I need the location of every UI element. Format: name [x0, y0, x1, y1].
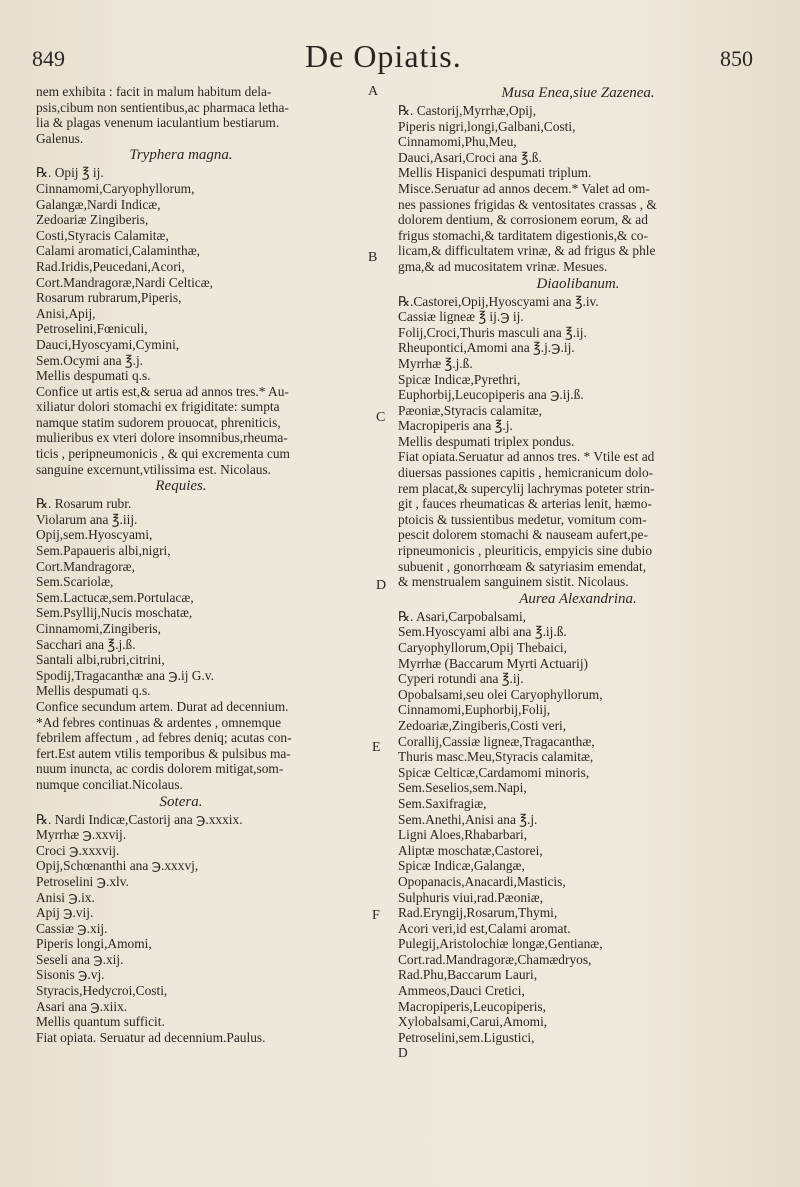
- section-heading: Tryphera magna.: [129, 147, 233, 164]
- text-line: fert.Est autem vtilis temporibus & pulsibus ma-: [36, 745, 291, 761]
- margin-letter-b: B: [368, 250, 378, 265]
- text-line: Folij,Croci,Thuris masculi ana ℥.ij.: [398, 324, 587, 340]
- text-line: nem exhibita : facit in malum habitum dela-: [36, 84, 272, 99]
- text-line: namque statim sudorem prouocat, phreniticis,: [36, 414, 281, 430]
- margin-letter-c: C: [376, 410, 386, 425]
- text-line: rem placat,& supercylij lachrymas poteter strin-: [398, 480, 655, 496]
- text-line: Costi,Styracis Calamitæ,: [36, 227, 169, 243]
- text-line: Petroselini,Fœniculi,: [36, 321, 148, 337]
- text-line: ℞. Nardi Indicæ,Castorij ana ℈.xxxix.: [36, 811, 243, 827]
- text-line: Pulegij,Aristolochiæ longæ,Gentianæ,: [398, 936, 603, 952]
- text-line: Sem.Anethi,Anisi ana ℥.j.: [398, 811, 538, 827]
- text-line: Seseli ana ℈.xij.: [36, 951, 124, 967]
- text-line: Pæoniæ,Styracis calamitæ,: [398, 402, 542, 418]
- text-line: Macropiperis ana ℥.j.: [398, 418, 513, 434]
- text-line: Sem.Ocymi ana ℥.j.: [36, 352, 144, 368]
- text-line: Cassiæ ℈.xij.: [36, 920, 108, 936]
- text-line: D: [398, 1045, 408, 1061]
- text-line: Asari ana ℈.xiix.: [36, 998, 128, 1014]
- text-line: Ligni Aloes,Rhabarbari,: [398, 827, 528, 843]
- text-line: ripneumonicis , pleuriticis, empyicis sine dubio: [398, 543, 653, 559]
- text-line: pescit dolorem stomachi & nauseam aufert,pe-: [398, 527, 648, 543]
- text-line: & menstrualem sanguinem sistit. Nicolaus.: [398, 574, 629, 590]
- text-line: Mellis Hispanici despumati triplum.: [398, 165, 592, 181]
- text-line: febrilem affectum , ad febres deniq; acutas con-: [36, 730, 292, 746]
- text-line: Rheupontici,Amomi ana ℥.j.℈.ij.: [398, 340, 575, 356]
- text-line: mulieribus ex vteri dolore insomnibus,rheuma-: [36, 430, 288, 446]
- text-line: Cassiæ ligneæ ℥ ij.℈ ij.: [398, 309, 524, 325]
- text-line: Sacchari ana ℥.j.ß.: [36, 636, 136, 652]
- page-title: De Opiatis.: [305, 38, 462, 74]
- text-line: Confice secundum artem. Durat ad decennium.: [36, 698, 289, 714]
- text-line: Fiat opiata. Seruatur ad decennium.Paulus.: [36, 1029, 266, 1045]
- text-line: Acori veri,id est,Calami aromat.: [398, 920, 571, 936]
- text-line: Cinnamomi,Caryophyllorum,: [36, 180, 195, 196]
- text-line: Caryophyllorum,Opij Thebaici,: [398, 640, 567, 655]
- text-line: Zedoariæ,Zingiberis,Costi veri,: [398, 717, 567, 733]
- text-line: Opij,sem.Hyoscyami,: [36, 527, 153, 543]
- text-line: Thuris masc.Meu,Styracis calamitæ,: [398, 749, 594, 765]
- text-line: Myrrhæ (Baccarum Myrti Actuarij): [398, 655, 589, 671]
- text-line: Fiat opiata.Seruatur ad annos tres. * Vtile est ad: [398, 449, 655, 465]
- text-line: Dauci,Hyoscyami,Cymini,: [36, 336, 180, 352]
- text-line: ℞. Asari,Carpobalsami,: [398, 608, 527, 624]
- text-line: Cort.Mandragoræ,: [36, 558, 135, 574]
- text-line: git , fauces rheumaticas & arterias lenit, hæmo-: [398, 496, 652, 512]
- text-line: diuersas passiones capitis , hemicranicum dolo-: [398, 465, 654, 481]
- text-line: Santali albi,rubri,citrini,: [36, 652, 165, 668]
- text-line: Sem.Psyllij,Nucis moschatæ,: [36, 605, 193, 621]
- text-line: Myrrhæ ℈.xxvij.: [36, 827, 127, 843]
- text-line: licam,& difficultatem vrinæ, & ad frigus & phle: [398, 243, 656, 259]
- text-line: Petroselini ℈.xlv.: [36, 873, 129, 889]
- text-line: numque conciliat.Nicolaus.: [36, 776, 183, 792]
- text-line: Opobalsami,seu olei Caryophyllorum,: [398, 686, 603, 702]
- text-line: Anisi,Apij,: [36, 305, 96, 321]
- text-line: Cort.rad.Mandragoræ,Chamædryos,: [398, 951, 592, 967]
- section-heading: Sotera.: [159, 793, 203, 810]
- text-line: subuenit , gonorrhœam & satyriasim emendat,: [398, 558, 647, 574]
- text-line: Corallij,Cassiæ ligneæ,Tragacanthæ,: [398, 733, 595, 749]
- text-line: Sem.Lactucæ,sem.Portulacæ,: [36, 589, 194, 605]
- section-heading: Aurea Alexandrina.: [519, 590, 637, 607]
- section-heading: Diaolibanum.: [536, 275, 620, 292]
- text-line: Zedoariæ Zingiberis,: [36, 212, 149, 228]
- text-line: Anisi ℈.ix.: [36, 889, 95, 905]
- text-line: Xylobalsami,Carui,Amomi,: [398, 1014, 548, 1030]
- text-line: Opopanacis,Anacardi,Masticis,: [398, 873, 566, 889]
- text-line: Rad.Eryngij,Rosarum,Thymi,: [398, 905, 558, 921]
- page-number-right: 850: [720, 46, 753, 71]
- text-line: ℞. Rosarum rubr.: [36, 496, 132, 512]
- text-line: Sem.Papaueris albi,nigri,: [36, 543, 171, 559]
- text-line: *Ad febres continuas & ardentes , omnemque: [36, 714, 282, 730]
- text-line: Apij ℈.vij.: [36, 905, 94, 921]
- text-line: Ammeos,Dauci Cretici,: [398, 983, 525, 999]
- text-line: Aliptæ moschatæ,Castorei,: [398, 842, 543, 858]
- text-line: psis,cibum non sentientibus,ac pharmaca letha-: [36, 99, 289, 115]
- text-line: frigus stomachi,& tarditatem digestionis,& co-: [398, 227, 648, 243]
- text-line: Dauci,Asari,Croci ana ℥.ß.: [398, 149, 542, 165]
- section-heading: Musa Enea,siue Zazenea.: [501, 85, 655, 101]
- text-line: Macropiperis,Leucopiperis,: [398, 998, 546, 1014]
- left-column: [36, 84, 366, 1045]
- text-line: Sem.Scariolæ,: [36, 574, 114, 590]
- text-line: Sisonis ℈.vj.: [36, 967, 105, 983]
- text-line: Myrrhæ ℥.j.ß.: [398, 355, 473, 371]
- text-line: Rad.Phu,Baccarum Lauri,: [398, 967, 538, 983]
- text-line: Cinnamomi,Zingiberis,: [36, 621, 161, 636]
- text-line: Rad.Iridis,Peucedani,Acori,: [36, 258, 185, 274]
- text-line: ℞. Castorij,Myrrhæ,Opij,: [398, 103, 537, 118]
- text-line: Rosarum rubrarum,Piperis,: [36, 290, 182, 306]
- text-line: lia & plagas venenum iaculantium bestiarum.: [36, 115, 280, 131]
- text-line: Sem.Saxifragiæ,: [398, 795, 487, 811]
- text-line: Sem.Seselios,sem.Napi,: [398, 780, 527, 796]
- text-line: Cort.Mandragoræ,Nardi Celticæ,: [36, 274, 214, 290]
- text-line: Cinnamomi,Euphorbij,Folij,: [398, 702, 551, 718]
- right-column: [398, 84, 778, 1061]
- text-line: dolorem dentium, & corrosionem eorum, & ad: [398, 212, 648, 228]
- text-line: xiliatur dolori stomachi ex frigiditate: sumpta: [36, 399, 280, 415]
- text-line: Sem.Hyoscyami albi ana ℥.ij.ß.: [398, 624, 567, 640]
- text-line: Sulphuris viui,rad.Pæoniæ,: [398, 889, 544, 905]
- text-line: Confice ut artis est,& serua ad annos tres.* Au-: [36, 383, 289, 399]
- text-line: sanguine excernunt,vtilissima est. Nicolaus.: [36, 461, 272, 477]
- page-number-left: 849: [32, 46, 65, 71]
- text-line: Piperis nigri,longi,Galbani,Costi,: [398, 118, 576, 134]
- text-line: Opij,Schœnanthi ana ℈.xxxvj,: [36, 858, 199, 874]
- text-line: Mellis despumati q.s.: [36, 683, 151, 699]
- text-line: ptoicis & tussientibus medetur, vomitum com-: [398, 511, 647, 527]
- text-line: Mellis quantum sufficit.: [36, 1014, 165, 1030]
- text-line: Cinnamomi,Phu,Meu,: [398, 134, 517, 150]
- text-line: Misce.Seruatur ad annos decem.* Valet ad om-: [398, 180, 650, 196]
- text-line: ℞. Opij ℥ ij.: [36, 165, 104, 181]
- text-line: ticis , peripneumonicis , & qui excrementa cum: [36, 446, 290, 462]
- margin-letter-d: D: [376, 578, 387, 593]
- text-line: Petroselini,sem.Ligustici,: [398, 1029, 535, 1045]
- text-line: Piperis longi,Amomi,: [36, 936, 152, 952]
- margin-letter-e: E: [372, 740, 381, 755]
- text-line: Mellis despumati triplex pondus.: [398, 433, 575, 449]
- text-line: Spicæ Indicæ,Galangæ,: [398, 858, 525, 874]
- text-line: Styracis,Hedycroi,Costi,: [36, 983, 168, 999]
- margin-letter-f: F: [372, 908, 380, 923]
- text-line: Croci ℈.xxxvij.: [36, 842, 120, 858]
- text-line: Spicæ Indicæ,Pyrethri,: [398, 371, 521, 387]
- text-line: Cyperi rotundi ana ℥.ij.: [398, 671, 524, 687]
- text-line: Spicæ Celticæ,Cardamomi minoris,: [398, 764, 590, 780]
- text-line: gma,& ad mucositatem vrinæ. Mesues.: [398, 258, 608, 274]
- margin-letter-a: A: [368, 84, 379, 99]
- text-line: Calami aromatici,Calaminthæ,: [36, 243, 200, 259]
- text-line: Violarum ana ℥.iij.: [36, 511, 138, 527]
- text-line: Galenus.: [36, 130, 84, 146]
- text-line: Mellis despumati q.s.: [36, 368, 151, 384]
- text-line: nuum inuncta, ac cordis dolorem mitigat,som-: [36, 761, 284, 777]
- text-line: Euphorbij,Leucopiperis ana ℈.ij.ß.: [398, 387, 584, 403]
- section-heading: Requies.: [155, 478, 207, 495]
- text-line: Galangæ,Nardi Indicæ,: [36, 196, 161, 212]
- text-line: Spodij,Tragacanthæ ana ℈.ij G.v.: [36, 667, 214, 683]
- text-line: nes passiones frigidas & ventositates crassas , &: [398, 196, 657, 212]
- text-line: ℞.Castorei,Opij,Hyoscyami ana ℥.iv.: [398, 293, 599, 309]
